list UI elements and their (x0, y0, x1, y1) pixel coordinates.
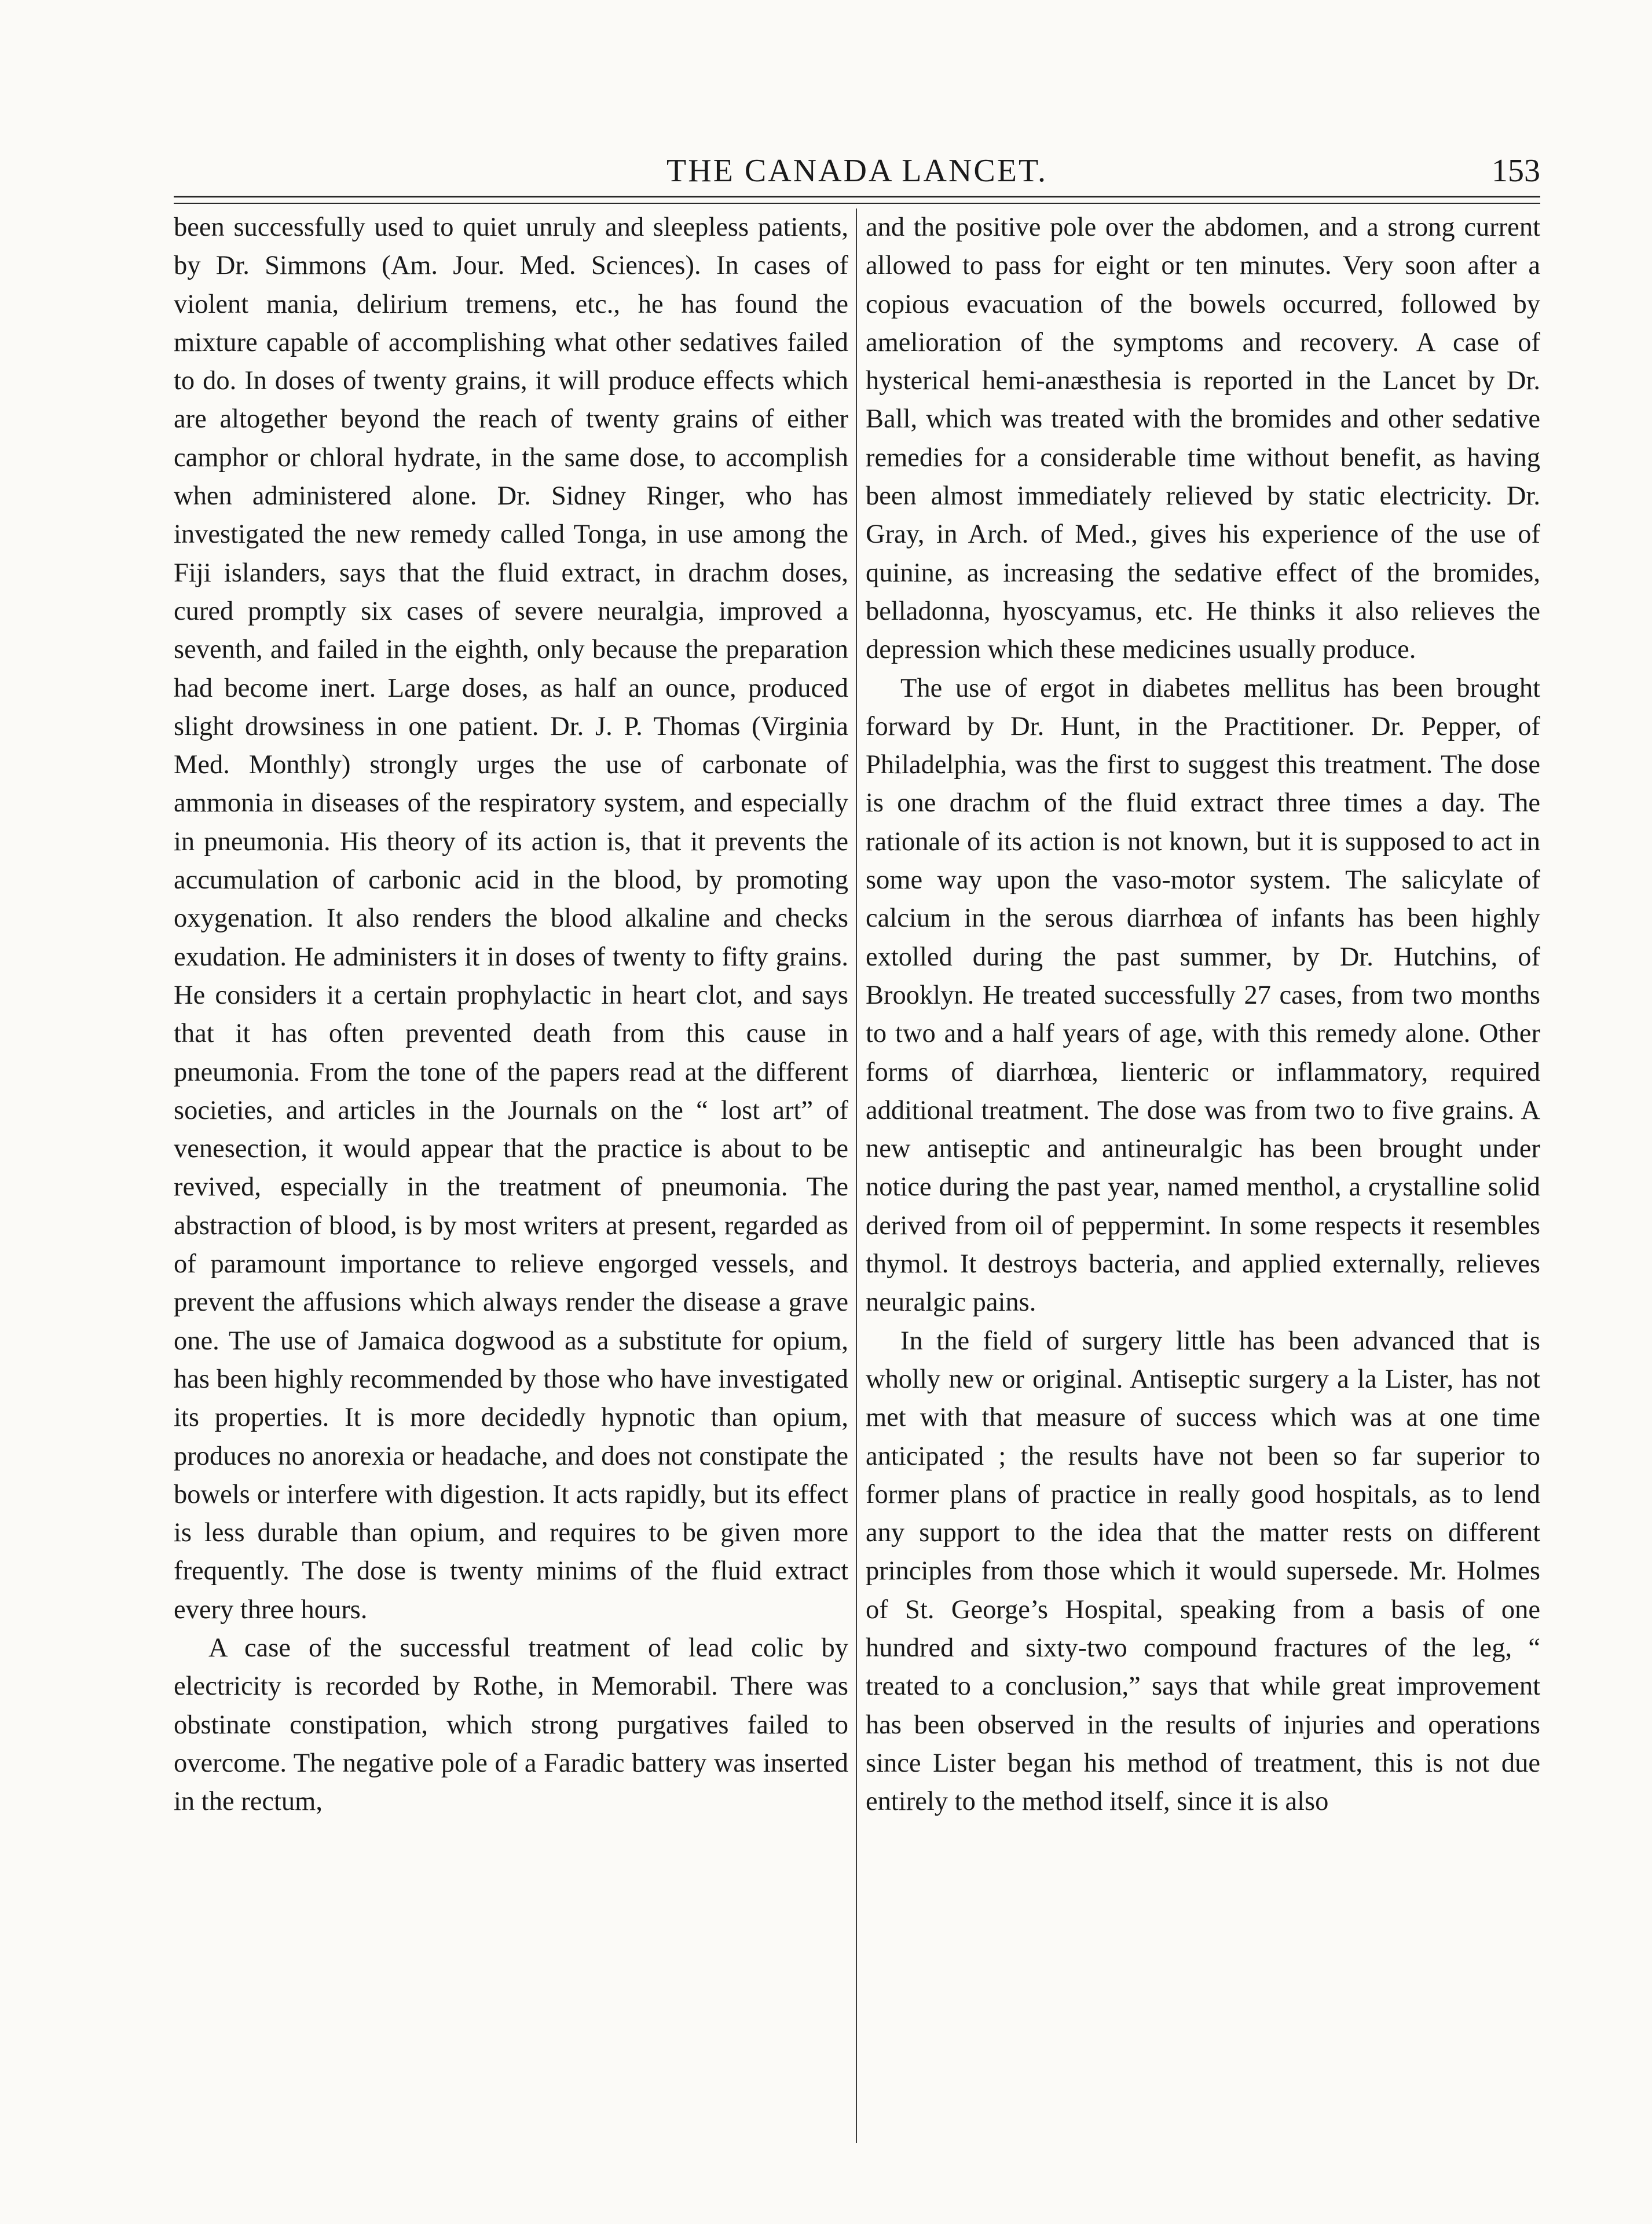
page-number: 153 (1492, 153, 1540, 189)
left-column (174, 209, 848, 2172)
right-column (866, 209, 1540, 2172)
right-paragraph-3: In the field of surgery little has been advanced that is wholly new or original. Antiseptic surgery a la Lister, has not met with that measure of success which was at one time anticipated ; the results have not been so far superior to former plans of practice in really good hospitals, as to lend any support to the idea that the matter rests on different principles from those which it would supersede. Mr. Holmes of St. George’s Hospital, speaking from a basis of one hundred and sixty-two compound fractures of the leg, “ treated to a conclusion,” says that while great improvement has been observed in the results of injuries and operations since Lister began his method of treatment, this is not due entirely to the method itself, since it is also (866, 1326, 1540, 1817)
right-paragraph-1: and the positive pole over the abdomen, and a strong current allowed to pass for eight or ten minutes. Very soon after a copious evacuation of the bowels occurred, followed by amelioration of the symptoms and recovery. A case of hysterical hemi-anæsthesia is reported in the Lancet by Dr. Ball, which was treated with the bromides and other sedative remedies for a considerable time without benefit, as having been almost immediately relieved by static electricity. Dr. Gray, in Arch. of Med., gives his experience of the use of quinine, as increasing the sedative effect of the bromides, belladonna, hyoscyamus, etc. He thinks it also relieves the depression which these medicines usually produce. (866, 213, 1540, 665)
header-rule-top (174, 196, 1540, 197)
header-rule-bottom (174, 203, 1540, 204)
left-paragraph-1: been successfully used to quiet unruly and sleepless patients, by Dr. Simmons (Am. Jour. Med. Sciences). In cases of violent mania, delirium tremens, etc., he has found the mixture capable of accomplishing what other sedatives failed to do. In doses of twenty grains, it will produce effects which are altogether beyond the reach of twenty grains of either camphor or chloral hydrate, in the same dose, to accomplish when administered alone. Dr. Sidney Ringer, who has investigated the new remedy called Tonga, in use among the Fiji islanders, says that the fluid extract, in drachm doses, cured promptly six cases of severe neuralgia, improved a seventh, and failed in the eighth, only because the preparation had become inert. Large doses, as half an ounce, produced slight drowsiness in one patient. Dr. J. P. Thomas (Virginia Med. Monthly) strongly urges the use of carbonate of ammonia in diseases of the respiratory system, and especially in pneumonia. His theory of its action is, that it prevents the accumulation of carbonic acid in the blood, by promoting oxygenation. It also renders the blood alkaline and checks exudation. He administers it in doses of twenty to fifty grains. He considers it a certain prophylactic in heart clot, and says that it has often prevented death from this cause in pneumonia. From the tone of the papers read at the different societies, and articles in the Journals on the “ lost art” of venesection, it would appear that the practice is about to be revived, especially in the treatment of pneumonia. The abstraction of blood, is by most writers at present, regarded as of paramount importance to relieve engorged vessels, and prevent the affusions which always render the disease a grave one. The use of Jamaica dogwood as a substitute for opium, has been highly recommended by those who have investigated its properties. It is more decidedly hypnotic than opium, produces no anorexia or headache, and does not constipate the bowels or interfere with digestion. It acts rapidly, but its effect is less durable than opium, and requires to be given more frequently. The dose is twenty minims of the fluid extract every three hours. (174, 213, 848, 1625)
running-header (174, 148, 1540, 200)
left-paragraph-2: A case of the successful treatment of lead colic by electricity is recorded by Rothe, in Memorabil. There was obstinate constipation, which strong purgatives failed to overcome. The negative pole of a Faradic battery was inserted in the rectum, (174, 1633, 848, 1817)
journal-title: THE CANADA LANCET. (666, 153, 1048, 189)
right-paragraph-2: The use of ergot in diabetes mellitus has been brought forward by Dr. Hunt, in the Practitioner. Dr. Pepper, of Philadelphia, was the first to suggest this treatment. The dose is one drachm of the fluid extract three times a day. The rationale of its action is not known, but it is supposed to act in some way upon the vaso-motor system. The salicylate of calcium in the serous diarrhœa of infants has been highly extolled during the past summer, by Dr. Hutchins, of Brooklyn. He treated successfully 27 cases, from two months to two and a half years of age, with this remedy alone. Other forms of diarrhœa, lienteric or inflammatory, required additional treatment. The dose was from two to five grains. A new antiseptic and antineuralgic has been brought under notice during the past year, named menthol, a crystalline solid derived from oil of peppermint. In some respects it resembles thymol. It destroys bacteria, and applied externally, relieves neuralgic pains. (866, 673, 1540, 1318)
column-divider (856, 209, 857, 2143)
